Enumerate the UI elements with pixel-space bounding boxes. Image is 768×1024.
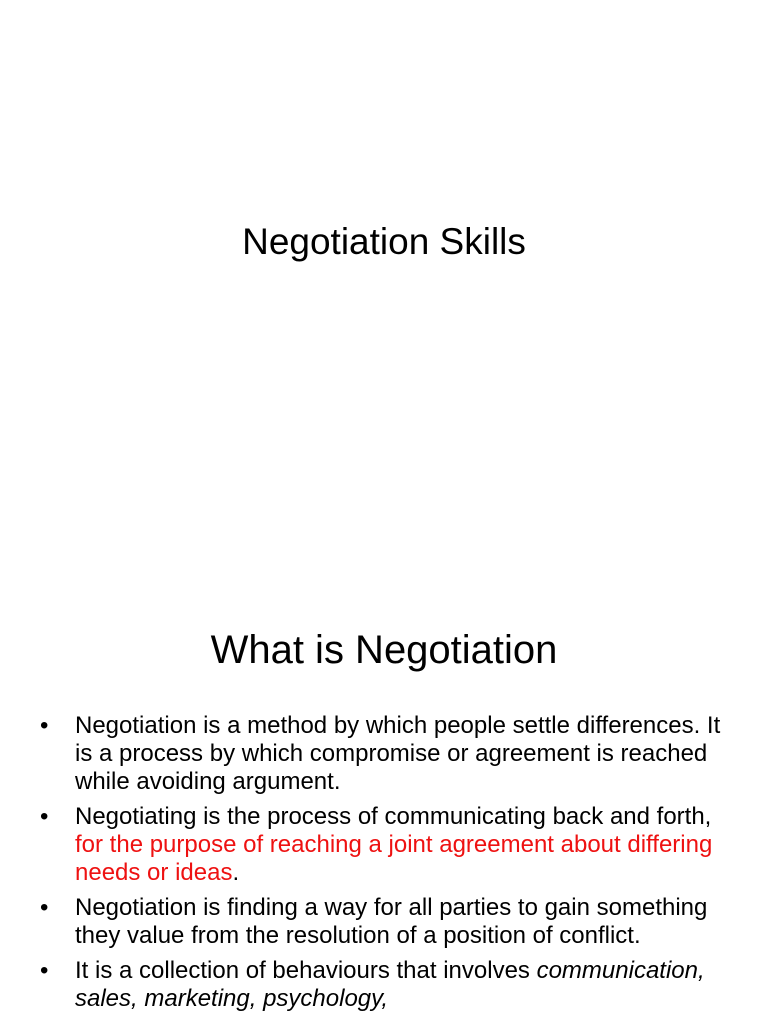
- bullet-text: Negotiation is a method by which people settle differences. It is a process by which compromise or agreement is reached while avoiding argument.: [75, 712, 721, 795]
- bullet-icon: •: [40, 957, 49, 984]
- bullet-item-2: [40, 803, 740, 887]
- bullet-item-4: [40, 957, 740, 1013]
- slide-what-is-negotiation: [0, 576, 768, 1024]
- bullet-list: [40, 712, 740, 1020]
- bullet-italic-text: communication, sales, marketing, psychology,: [75, 957, 705, 1012]
- presentation-title: Negotiation Skills: [242, 221, 526, 262]
- bullet-icon: •: [40, 712, 49, 739]
- bullet-item-1: [40, 712, 740, 796]
- bullet-icon: •: [40, 894, 49, 921]
- bullet-item-3: [40, 894, 740, 950]
- bullet-text: Negotiating is the process of communicating back and forth,: [75, 803, 712, 830]
- bullet-highlight-text: for the purpose of reaching a joint agreement about differing needs or ideas: [75, 831, 713, 886]
- bullet-text-end: .: [232, 859, 240, 886]
- bullet-text: Negotiation is finding a way for all parties to gain something they value from the resolution of a position of conflict.: [75, 894, 708, 949]
- bullet-icon: •: [40, 803, 49, 830]
- slide-heading: What is Negotiation: [210, 628, 558, 672]
- bullet-text: It is a collection of behaviours that involves: [75, 957, 537, 984]
